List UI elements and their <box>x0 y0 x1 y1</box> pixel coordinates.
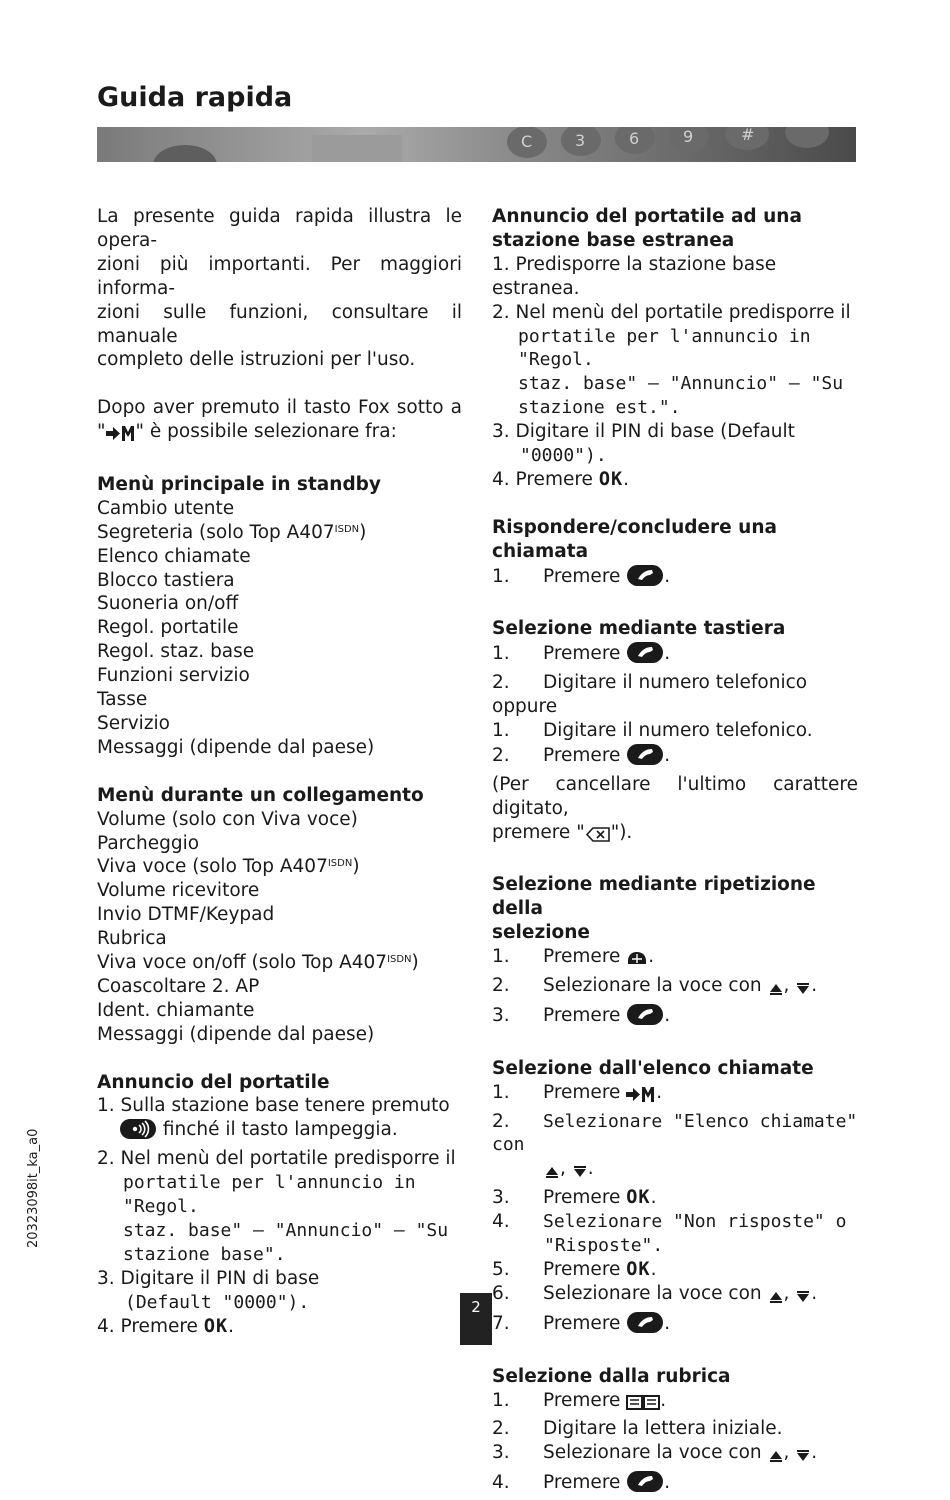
list-item: Cambio utente <box>97 497 235 519</box>
redial-heading-2: selezione <box>492 922 590 944</box>
fox-key-text: Dopo aver premuto il tasto Fox sotto a <box>97 397 462 419</box>
step: stazione est.". <box>518 397 681 419</box>
main-menu-heading: Menù principale in standby <box>97 473 381 495</box>
step: 3. Premere . <box>492 1003 858 1033</box>
list-item: Ident. chiamante <box>97 999 255 1021</box>
step: portatile per l'annuncio in "Regol. <box>123 1172 416 1218</box>
list-item: Tasse <box>97 689 148 711</box>
list-item: Blocco tastiera <box>97 569 235 591</box>
list-item: Rubrica <box>97 928 167 950</box>
page-title: Guida rapida <box>97 82 293 113</box>
list-item: Invio DTMF/Keypad <box>97 904 275 926</box>
step: 1. Premere . <box>492 945 858 974</box>
intro-line: completo delle istruzioni per l'uso. <box>97 349 416 371</box>
ok-key-icon: OK <box>626 1259 651 1280</box>
step-or: oppure <box>492 696 558 718</box>
step: 1. Digitare il numero telefonico. <box>492 720 813 741</box>
step: 2. Premere . <box>492 743 858 773</box>
left-column <box>97 205 462 1339</box>
step: 5. Premere OK. <box>492 1259 657 1280</box>
step: 4. Selezionare "Non risposte" o <box>492 1211 847 1233</box>
up-arrow-icon <box>544 1162 560 1186</box>
keypad-note-2: premere " "). <box>492 821 858 850</box>
list-item: Segreteria (solo Top $A407^{ISDN}$) <box>97 521 367 543</box>
step: 1. Premere . <box>492 564 858 594</box>
intro-line: zioni più importanti. Per maggiori informa- <box>97 253 462 299</box>
handset-key-icon <box>626 1003 664 1033</box>
delete-key-icon <box>585 826 611 850</box>
step: 1. Sulla stazione base tenere premuto <box>97 1095 450 1117</box>
list-item: Regol. portatile <box>97 617 239 639</box>
call-menu-heading: Menù durante un collegamento <box>97 784 424 806</box>
svg-text:6: 6 <box>629 129 640 148</box>
svg-text:3: 3 <box>575 131 586 150</box>
intro-line: La presente guida rapida illustra le opera- <box>97 206 462 251</box>
svg-text:#: # <box>741 127 755 144</box>
list-item: Regol. staz. base <box>97 641 255 663</box>
page-number: 2 <box>471 1298 481 1316</box>
step: 6. Selezionare la voce con , . <box>492 1282 858 1311</box>
ok-key-icon: OK <box>626 1187 651 1209</box>
up-arrow-icon <box>768 979 784 1003</box>
keypad-note: (Per cancellare l'ultimo carattere digitato, <box>492 773 858 819</box>
handset-key-icon <box>626 1311 664 1341</box>
step: 1. Premere . <box>492 641 858 671</box>
step: , . <box>492 1157 858 1186</box>
step: "0000"). <box>520 445 607 467</box>
down-arrow-icon <box>795 979 811 1003</box>
step: 3. Digitare il PIN di base (Default <box>492 421 795 443</box>
up-arrow-icon <box>768 1446 784 1470</box>
foreign-base-heading: Annuncio del portatile ad una <box>492 206 802 227</box>
list-item: Viva voce on/off (solo Top $A407^{ISDN}$) <box>97 952 419 974</box>
step: staz. base" – "Annuncio" – "Su <box>518 373 844 395</box>
list-item: Funzioni servizio <box>97 665 250 687</box>
list-item: Coascoltare 2. AP <box>97 975 260 997</box>
fox-key-text-2: " " è possibile selezionare fra: <box>97 420 462 449</box>
step: 2. Selezionare "Elenco chiamate" con <box>492 1110 858 1156</box>
list-item: Messaggi (dipende dal paese) <box>97 736 375 758</box>
list-item: Parcheggio <box>97 832 200 854</box>
answer-call-heading: Rispondere/concludere una chiamata <box>492 516 777 562</box>
intro-line: zioni sulle funzioni, consultare il manuale <box>97 301 462 347</box>
step: 4. Premere OK. <box>97 1315 234 1337</box>
document-code: 20323098it_ka_a0 <box>26 1128 41 1248</box>
foreign-base-heading-2: stazione base estranea <box>492 229 735 251</box>
handset-key-icon <box>626 641 664 671</box>
step: 2. Digitare il numero telefonico <box>492 672 808 694</box>
redial-key-icon <box>626 950 648 974</box>
svg-text:9: 9 <box>683 127 694 146</box>
step: 2. Selezionare la voce con , . <box>492 974 858 1003</box>
step: (Default "0000"). <box>125 1291 310 1313</box>
header-banner-phone-keypad <box>97 127 856 162</box>
step: 3. Selezionare la voce con , . <box>492 1441 858 1470</box>
handset-key-icon <box>626 564 664 594</box>
keypad-dial-heading: Selezione mediante tastiera <box>492 618 786 640</box>
svg-text:C: C <box>521 132 533 151</box>
step: 1. Premere . <box>492 1081 858 1110</box>
ok-key-icon: OK <box>203 1315 229 1337</box>
list-item: Servizio <box>97 713 170 734</box>
down-arrow-icon <box>795 1287 811 1311</box>
phonebook-key-icon <box>626 1394 660 1418</box>
menu-arrow-m-icon <box>106 425 136 449</box>
speaker-key-icon <box>119 1118 157 1147</box>
step: 1. Premere . <box>492 1389 858 1418</box>
right-column <box>492 205 858 1500</box>
step: 2. Digitare la lettera iniziale. <box>492 1418 783 1440</box>
list-item: Elenco chiamate <box>97 545 251 567</box>
phonebook-heading: Selezione dalla rubrica <box>492 1365 731 1387</box>
page-number-box <box>460 1293 492 1345</box>
list-item: Volume ricevitore <box>97 880 260 902</box>
list-item: Messaggi (dipende dal paese) <box>97 1023 375 1045</box>
list-item: Viva voce (solo Top $A407^{ISDN}$) <box>97 856 360 878</box>
down-arrow-icon <box>572 1162 588 1186</box>
step: 3. Premere OK. <box>492 1187 657 1209</box>
ok-key-icon: OK <box>598 468 624 490</box>
step: 2. Nel menù del portatile predisporre il <box>492 301 851 323</box>
step: 3. Digitare il PIN di base <box>97 1267 320 1289</box>
handset-key-icon <box>626 743 664 773</box>
registration-heading: Annuncio del portatile <box>97 1071 330 1093</box>
step: stazione base". <box>123 1243 286 1265</box>
step: 4. Premere . <box>492 1470 858 1500</box>
step: 7. Premere . <box>492 1311 858 1341</box>
step: staz. base" – "Annuncio" – "Su <box>123 1220 449 1241</box>
step: 1. Predisporre la stazione base estranea. <box>492 253 777 299</box>
list-item: Suoneria on/off <box>97 593 239 615</box>
down-arrow-icon <box>795 1446 811 1470</box>
list-item: Volume (solo con Viva voce) <box>97 808 358 830</box>
up-arrow-icon <box>768 1287 784 1311</box>
step: "Risposte". <box>544 1235 664 1257</box>
menu-arrow-m-icon <box>626 1086 656 1110</box>
step: 2. Nel menù del portatile predisporre il <box>97 1148 456 1170</box>
step: 4. Premere OK. <box>492 468 629 490</box>
handset-key-icon <box>626 1470 664 1500</box>
call-list-heading: Selezione dall'elenco chiamate <box>492 1057 814 1079</box>
step: finché il tasto lampeggia. <box>97 1118 462 1147</box>
step: portatile per l'annuncio in "Regol. <box>518 325 811 371</box>
redial-heading: Selezione mediante ripetizione della <box>492 874 816 920</box>
